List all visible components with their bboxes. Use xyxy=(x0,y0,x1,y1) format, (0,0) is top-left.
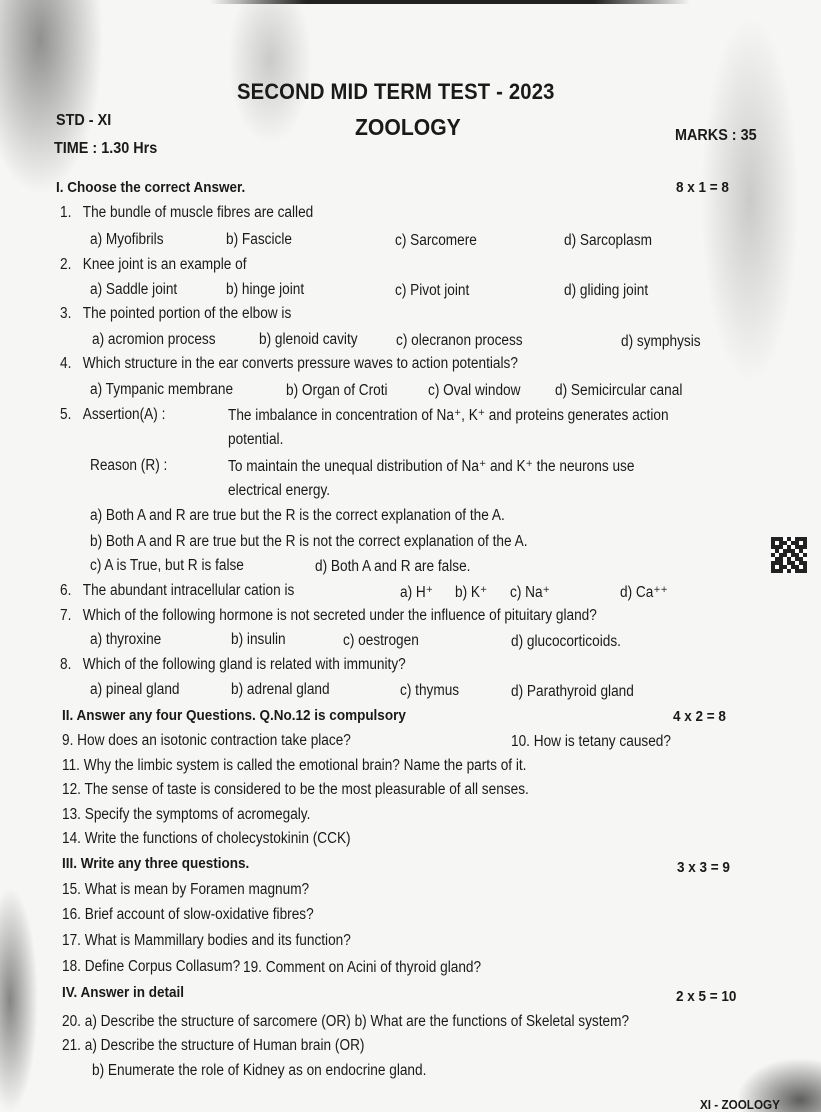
q4-option-c: c) Oval window xyxy=(428,382,521,399)
q8-option-c: c) thymus xyxy=(400,682,460,699)
q2-option-a: a) Saddle joint xyxy=(90,281,178,298)
q3-option-d: d) symphysis xyxy=(621,333,701,350)
section-1-heading: I. Choose the correct Answer. xyxy=(56,179,246,196)
question-10: 10. How is tetany caused? xyxy=(511,733,671,750)
question-2: 2. Knee joint is an example of xyxy=(60,256,247,273)
question-8: 8. Which of the following gland is related with immunity? xyxy=(60,656,406,673)
q6-option-a: a) H⁺ xyxy=(400,584,433,601)
q7-option-c: c) oestrogen xyxy=(343,632,419,649)
q5-option-b: b) Both A and R are true but the R is not the correct explanation of the A. xyxy=(90,533,528,550)
time-label: TIME : 1.30 Hrs xyxy=(54,140,158,157)
q6-option-d: d) Ca⁺⁺ xyxy=(620,584,668,601)
q6-option-b: b) K⁺ xyxy=(455,584,488,601)
q1-option-b: b) Fascicle xyxy=(226,231,292,248)
section-3-heading: III. Write any three questions. xyxy=(62,855,250,872)
scan-edge xyxy=(210,0,690,4)
question-5-reason-label: Reason (R) : xyxy=(90,457,168,474)
section-2-heading: II. Answer any four Questions. Q.No.12 is compulsory xyxy=(62,707,406,724)
q7-option-b: b) insulin xyxy=(231,631,286,648)
question-20: 20. a) Describe the structure of sarcomere (OR) b) What are the functions of Skeletal system? xyxy=(62,1013,630,1030)
q1-option-c: c) Sarcomere xyxy=(395,232,477,249)
q4-option-b: b) Organ of Croti xyxy=(286,382,388,399)
q8-option-a: a) pineal gland xyxy=(90,681,180,698)
section-1-marks: 8 x 1 = 8 xyxy=(676,179,729,196)
q3-option-a: a) acromion process xyxy=(92,331,216,348)
question-4: 4. Which structure in the ear converts pressure waves to action potentials? xyxy=(60,355,518,372)
q5-option-d: d) Both A and R are false. xyxy=(315,558,471,575)
q5-option-a: a) Both A and R are true but the R is the correct explanation of the A. xyxy=(90,507,505,524)
subject-title: ZOOLOGY xyxy=(355,114,461,140)
question-21b: b) Enumerate the role of Kidney as on endocrine gland. xyxy=(92,1062,427,1079)
q6-option-c: c) Na⁺ xyxy=(510,584,550,601)
total-marks: MARKS : 35 xyxy=(675,127,757,144)
question-17: 17. What is Mammillary bodies and its function? xyxy=(62,932,351,949)
question-5-assertion-label: 5. Assertion(A) : xyxy=(60,406,166,423)
question-16: 16. Brief account of slow-oxidative fibres? xyxy=(62,906,314,923)
question-5-reason-text-cont: electrical energy. xyxy=(228,482,331,499)
paper-code: XI - ZOOLOGY xyxy=(700,1097,780,1112)
question-7: 7. Which of the following hormone is not secreted under the influence of pituitary gland? xyxy=(60,607,597,624)
q3-option-c: c) olecranon process xyxy=(396,332,523,349)
q1-option-d: d) Sarcoplasm xyxy=(564,232,652,249)
q3-option-b: b) glenoid cavity xyxy=(259,331,358,348)
question-15: 15. What is mean by Foramen magnum? xyxy=(62,881,310,898)
question-1: 1. The bundle of muscle fibres are called xyxy=(60,204,314,221)
q7-option-a: a) thyroxine xyxy=(90,631,162,648)
question-18: 18. Define Corpus Collasum? xyxy=(62,958,241,975)
question-21a: 21. a) Describe the structure of Human brain (OR) xyxy=(62,1037,365,1054)
q4-option-a: a) Tympanic membrane xyxy=(90,381,234,398)
q5-option-c: c) A is True, but R is false xyxy=(90,557,244,574)
section-4-marks: 2 x 5 = 10 xyxy=(676,988,737,1005)
question-3: 3. The pointed portion of the elbow is xyxy=(60,305,292,322)
q8-option-b: b) adrenal gland xyxy=(231,681,330,698)
question-13: 13. Specify the symptoms of acromegaly. xyxy=(62,806,311,823)
question-12: 12. The sense of taste is considered to be the most pleasurable of all senses. xyxy=(62,781,529,798)
question-9: 9. How does an isotonic contraction take place? xyxy=(62,732,351,749)
question-6: 6. The abundant intracellular cation is xyxy=(60,582,295,599)
qr-code xyxy=(771,537,807,573)
question-14: 14. Write the functions of cholecystokinin (CCK) xyxy=(62,830,351,847)
q1-option-a: a) Myofibrils xyxy=(90,231,164,248)
q2-option-c: c) Pivot joint xyxy=(395,282,470,299)
q2-option-d: d) gliding joint xyxy=(564,282,649,299)
question-19: 19. Comment on Acini of thyroid gland? xyxy=(243,959,482,976)
section-3-marks: 3 x 3 = 9 xyxy=(677,859,730,876)
section-2-marks: 4 x 2 = 8 xyxy=(673,708,726,725)
q2-option-b: b) hinge joint xyxy=(226,281,305,298)
standard-label: STD - XI xyxy=(56,112,112,129)
q8-option-d: d) Parathyroid gland xyxy=(511,683,634,700)
q4-option-d: d) Semicircular canal xyxy=(555,382,683,399)
section-4-heading: IV. Answer in detail xyxy=(62,984,185,1001)
question-5-assertion-text-cont: potential. xyxy=(228,431,284,448)
question-5-reason-text: To maintain the unequal distribution of Na⁺ and K⁺ the neurons use xyxy=(228,458,635,475)
question-5-assertion-text: The imbalance in concentration of Na⁺, K⁺ and proteins generates action xyxy=(228,407,669,424)
q7-option-d: d) glucocorticoids. xyxy=(511,633,621,650)
exam-title: SECOND MID TERM TEST - 2023 xyxy=(237,79,555,104)
question-11: 11. Why the limbic system is called the emotional brain? Name the parts of it. xyxy=(62,757,527,774)
